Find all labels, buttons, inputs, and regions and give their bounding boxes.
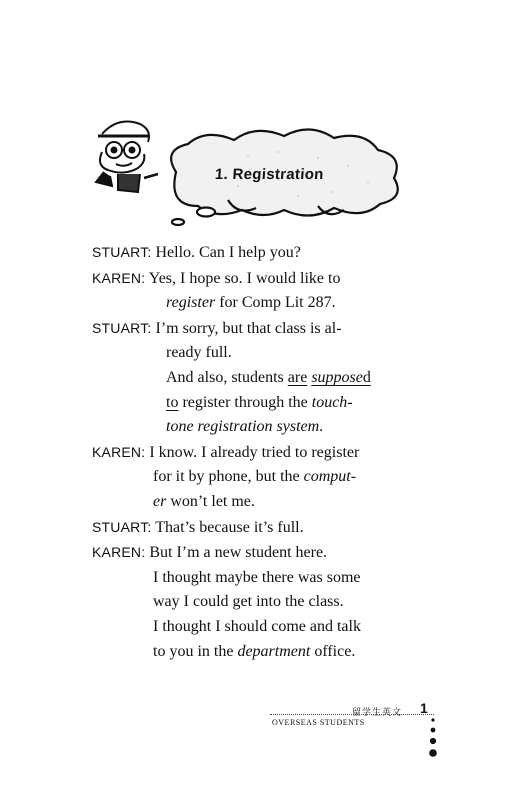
emphasis-text: department <box>237 642 311 660</box>
decorative-dots-icon <box>428 714 438 764</box>
dialogue-line <box>92 316 422 342</box>
emphasis-text: register <box>166 294 216 312</box>
dialogue-line <box>92 615 422 640</box>
dialogue-line <box>92 490 422 515</box>
speech-text: I know. I already tried to register <box>149 443 360 461</box>
speech-text: I thought maybe there was some <box>153 568 361 586</box>
underlined-text: are <box>287 368 308 386</box>
speech-text: register through the <box>178 393 312 411</box>
speaker-label: KAREN: <box>92 544 146 561</box>
speech-text: office. <box>310 642 356 660</box>
speaker-label: STUART: <box>92 319 152 336</box>
dialogue-line <box>92 366 422 391</box>
speech-text: for it by phone, but the <box>153 468 304 486</box>
speech-text: Hello. Can I help you? <box>155 244 301 261</box>
speech-text: But I’m a new student here. <box>149 544 328 562</box>
emphasis-text: tone registration system <box>166 418 320 436</box>
emphasis-text: comput- <box>303 468 357 486</box>
speech-text: ready full. <box>166 344 232 362</box>
underlined-text: to <box>166 393 179 411</box>
speech-text: I’m sorry, but that class is al- <box>155 319 342 337</box>
emphasis-text: touch- <box>311 393 353 411</box>
speech-text: Yes, I hope so. I would like to <box>148 269 341 287</box>
dialogue-line <box>92 266 422 292</box>
speech-text: way I could get into the class. <box>153 593 344 611</box>
dialogue-line <box>92 240 422 266</box>
footer-divider <box>270 714 434 715</box>
speaker-label: KAREN: <box>92 443 146 460</box>
speech-text: I thought I should come and talk <box>153 617 361 635</box>
speech-text: That’s because it’s full. <box>155 518 304 536</box>
dialogue-line <box>92 440 422 466</box>
book-title-english: OVERSEAS STUDENTS <box>272 718 365 727</box>
dialogue-line <box>92 640 422 665</box>
dialogue-line <box>92 540 422 566</box>
dialogue-line <box>92 590 422 615</box>
speaker-label: KAREN: <box>92 269 146 286</box>
dialogue-line <box>92 515 422 541</box>
dialogue-line <box>92 391 422 416</box>
speech-text: to you in the <box>153 642 238 660</box>
speech-text: won’t let me. <box>166 492 255 510</box>
dialogue <box>92 240 422 664</box>
underlined-phrase: supposed <box>311 368 371 386</box>
dialogue-line <box>92 566 422 591</box>
dialogue-line <box>92 291 422 316</box>
speaker-label: STUART: <box>92 244 152 260</box>
dialogue-line <box>92 465 422 490</box>
chapter-title: 1. Registration <box>214 166 325 183</box>
speech-text: for Comp Lit 287. <box>215 294 336 312</box>
speech-text: And also, students <box>166 368 288 386</box>
book-title-chinese: 留学生英文 <box>352 708 403 718</box>
emphasis-text: er <box>153 492 167 510</box>
cartoon-kid-icon <box>96 122 158 192</box>
page-number: 1 <box>420 700 428 716</box>
dialogue-line: tone registration system. <box>166 418 324 436</box>
speaker-label: STUART: <box>92 518 152 535</box>
dialogue-line <box>92 341 422 366</box>
